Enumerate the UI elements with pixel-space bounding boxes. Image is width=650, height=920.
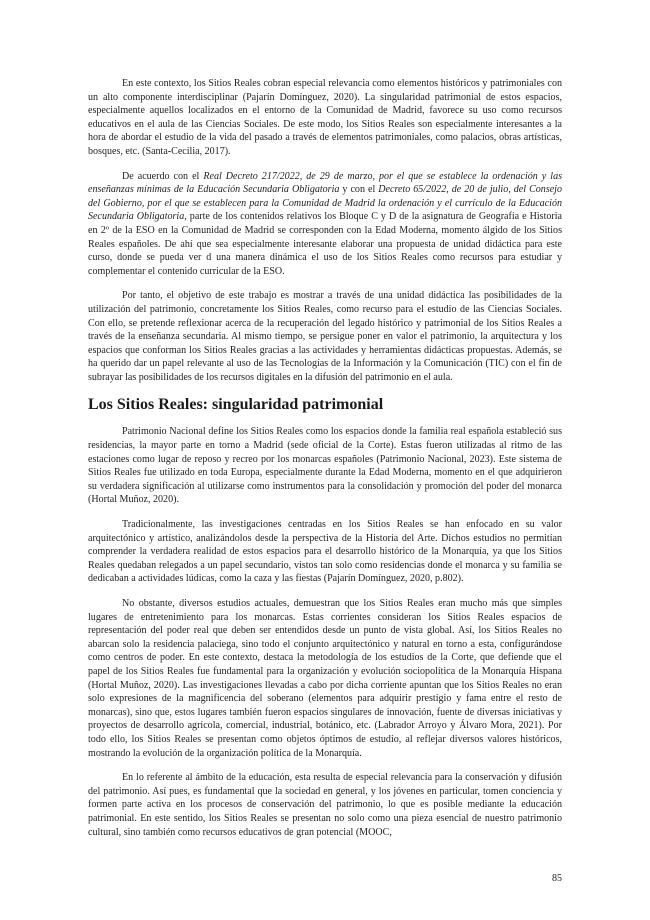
text-run: , parte de los contenidos relativos los Bloque C y D de la asignatura de Geografía e Historia en 2º de la ESO en la Comunidad de Madrid se corresponden con la Edad Moderna, momento álgido de los Sitios Reales españoles. De ahí que sea especialmente interesante elaborar una propuesta de unidad didáctica para este curso, donde se pueda ver d una manera dinámica el uso de los Sitios Reales como recursos para estudiar y complementar el contenido curricular de la ESO. (88, 211, 562, 277)
paragraph (88, 289, 562, 384)
text-run: No obstante, diversos estudios actuales, demuestran que los Sitios Reales eran mucho más que simples lugares de entretenimiento para los monarcas. Estas corrientes consideran los Sitios Reales espacios de representación del poder real que deben ser entendidos desde un punto de vista global. Así, los Sitios Reales no abarcan solo la residencia palaciega, sino todo el conjunto arquitectónico y natural en torno a esta, configurándose como centros de poder. En este contexto, destaca la metodología de los estudios de la Corte, que defiende que el papel de los Sitios Reales fue fundamental para la organización y evolución sociopolítica de la Monarquía Hispana (Hortal Muñoz, 2020). Las investigaciones llevadas a cabo por dicha corriente apuntan que los Sitios Reales no eran solo expresiones de la magnificencia del soberano (elementos para adquirir prestigio y fama entre el resto de monarcas), sino que, estos lugares también fueron espacios singulares de innovación, fuente de diversas iniciativas y proyectos de desarrollo agrícola, comercial, industrial, botánico, etc. (Labrador Arroyo y Álvaro Mora, 2021). Por todo ello, los Sitios Reales se presentan como objetos óptimos de estudio, al reflejar diversos valores históricos, mostrando la evolución de la organización política de la Monarquía. (88, 598, 562, 759)
text-run: De acuerdo con el (122, 170, 204, 182)
page-number: 85 (552, 873, 562, 884)
paragraph (88, 771, 562, 839)
paragraph (88, 518, 562, 586)
paragraph (88, 597, 562, 760)
section-heading: Los Sitios Reales: singularidad patrimonial (88, 396, 384, 414)
paragraph (88, 425, 562, 507)
sitios-reales-section (88, 425, 562, 839)
paragraph (88, 77, 562, 159)
paragraph (88, 170, 562, 279)
text-run: Patrimonio Nacional define los Sitios Reales como los espacios donde la familia real española estableció sus residencias, la mayor parte en torno a Madrid (sede oficial de la Corte). Estas fueron utilizadas al ritmo de las estaciones como lugar de reposo y recreo por los monarcas españoles (Patrimonio Nacional, 2023). Este sistema de Sitios Reales fue utilizado en toda Europa, especialmente durante la Edad Moderna, momento en el que adquirieron su verdadera significación al utilizarse como instrumentos para la consolidación y promoción del poder del monarca (Hortal Muñoz, 2020). (88, 426, 562, 506)
text-run: En lo referente al ámbito de la educación, esta resulta de especial relevancia para la conservación y difusión del patrimonio. Así pues, es fundamental que la sociedad en general, y los jóvenes en particular, tomen conciencia y formen parte activa en los procesos de conservación del patrimonio, lo que es posible mediante la educación patrimonial. En este sentido, los Sitios Reales se presentan no solo como una pieza esencial de nuestro patrimonio cultural, sino también como recursos educativos de gran potencial (MOOC, (88, 772, 562, 838)
text-run: Tradicionalmente, las investigaciones centradas en los Sitios Reales se han enfocado en su valor arquitectónico y artístico, analizándolos desde la perspectiva de la Historia del Arte. Dichos estudios no permitían comprender la verdadera realidad de estos espacios para el desarrollo histórico de la Monarquía, ya que los Sitios Reales quedaban relegados a un papel secundario, vistos tan solo como residencias donde el monarca y su familia se dedicaban a actividades lúdicas, como la caza y las fiestas (Pajarín Domínguez, 2020, p.802). (88, 519, 562, 585)
italic-citation: Decreto 65/2022, de 20 de julio, del Consejo del Gobierno, por el que se establecen para la Comunidad de Madrid la ordenación y el currículo de la Educación Secundaria Obligatoria (88, 184, 563, 223)
intro-section (88, 77, 562, 384)
text-run: En este contexto, los Sitios Reales cobran especial relevancia como elementos históricos y patrimoniales con un alto componente interdisciplinar (Pajarín Domínguez, 2020). La singularidad patrimonial de estos espacios, especialmente aquellos localizados en el entorno de la Comunidad de Madrid, favorece su uso como recursos educativos en el aula de las Ciencias Sociales. De este modo, los Sitios Reales son especialmente interesantes a la hora de abordar el estudio de la vida del pasado a través de elementos patrimoniales, como palacios, obras artísticas, bosques, etc. (Santa-Cecilia, 2017). (88, 78, 562, 157)
text-run: y con el (339, 184, 379, 196)
italic-citation: Real Decreto 217/2022, de 29 de marzo, por el que se establece la ordenación y las enseñanzas mínimas de la Educación Secundaria Obligatoria (88, 170, 563, 196)
text-run: Por tanto, el objetivo de este trabajo es mostrar a través de una unidad didáctica las posibilidades de la utilización del patrimonio, concretamente los Sitios Reales, como recurso para el estudio de las Ciencias Sociales. Con ello, se pretende reflexionar acerca de la recuperación del legado histórico y patrimonial de los Sitios Reales a través de la enseñanza secundaria. Al mismo tiempo, se persigue poner en valor el patrimonio, la arquitectura y los espacios que conforman los Sitios Reales gracias a las actividades y herramientas didácticas propuestas. Además, se ha querido dar un papel relevante al uso de las Tecnologías de la Información y la Comunicación (TIC) con el fin de subrayar las posibilidades de los recursos digitales en la difusión del patrimonio en el aula. (88, 290, 562, 383)
